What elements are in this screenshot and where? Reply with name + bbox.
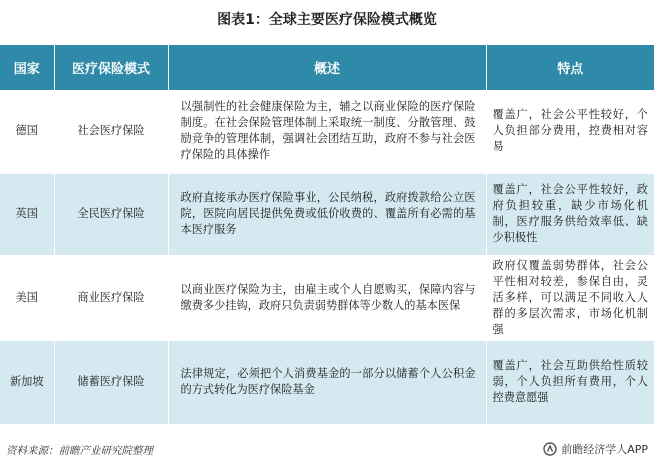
- cell-summary: 法律规定，必须把个人消费基金的一部分以储蓄个人公积金的方式转化为医疗保险基金: [168, 340, 486, 424]
- cell-model: 储蓄医疗保险: [54, 340, 168, 424]
- cell-summary: 以商业医疗保险为主，由雇主或个人自愿购买，保障内容与缴费多少挂钩，政府只负责弱势群体等少数人的基本医保: [168, 255, 486, 340]
- cell-country: 德国: [0, 90, 54, 173]
- brand: [543, 441, 648, 457]
- cell-country: 新加坡: [0, 340, 54, 424]
- header-summary: 概述: [168, 45, 486, 90]
- table-row-germany: [0, 90, 654, 173]
- table-header-row: [0, 45, 654, 90]
- cell-feature: 覆盖广，社会互助供给性质较弱，个人负担所有费用，个人控费意愿强: [486, 340, 654, 424]
- cell-model: 全民医疗保险: [54, 173, 168, 255]
- cell-model: 社会医疗保险: [54, 90, 168, 173]
- table-row-usa: [0, 255, 654, 340]
- footer: [0, 438, 654, 466]
- cell-feature: 覆盖广，社会公平性较好，个人负担部分费用，控费相对容易: [486, 90, 654, 173]
- brand-label: 前瞻经济学人APP: [561, 443, 648, 456]
- chart-title: 图表1：全球主要医疗保险模式概览: [217, 12, 437, 28]
- cell-country: 英国: [0, 173, 54, 255]
- cell-model: 商业医疗保险: [54, 255, 168, 340]
- cell-feature: 覆盖广，社会公平性较好，政府负担较重，缺少市场化机制，医疗服务供给效率低、缺少积极性: [486, 173, 654, 255]
- cell-country: 美国: [0, 255, 54, 340]
- source-note: 资料来源：前瞻产业研究院整理: [6, 445, 153, 457]
- cell-feature: 政府仅覆盖弱势群体，社会公平性相对较差，参保自由，灵活多样，可以满足不同收入人群的多层次需求，市场化机制强: [486, 255, 654, 340]
- cell-summary: 政府直接承办医疗保险事业，公民纳税，政府拨款给公立医院，医院向居民提供免费或低价收费的、覆盖所有必需的基本医疗服务: [168, 173, 486, 255]
- table-row-singapore: [0, 340, 654, 424]
- header-model: 医疗保险模式: [54, 45, 168, 90]
- header-country: 国家: [0, 45, 54, 90]
- brand-logo-icon: [543, 442, 557, 456]
- insurance-models-table: [0, 45, 654, 425]
- cell-summary: 以强制性的社会健康保险为主，辅之以商业保险的医疗保险制度。在社会保险管理体制上采取统一制度、分散管理、鼓励竞争的管理体制，强调社会团结互助，政府不参与社会医疗保险的具体操作: [168, 90, 486, 173]
- table-row-uk: [0, 173, 654, 255]
- header-feature: 特点: [486, 45, 654, 90]
